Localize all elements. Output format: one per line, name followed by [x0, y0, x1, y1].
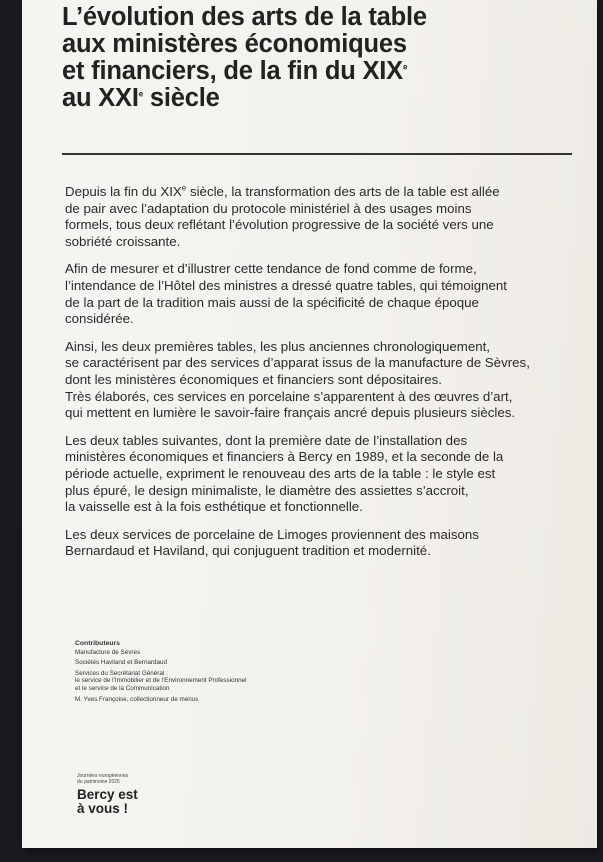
paragraph: [65, 261, 565, 327]
contributor-item: Services du Secrétariat Général :: [75, 669, 168, 677]
text-line: période actuelle, expriment le renouveau des arts de la table : le style est: [65, 465, 496, 481]
text-line: sobriété croissante.: [65, 233, 181, 249]
title-line: L’évolution des arts de la table: [62, 3, 427, 31]
title-line: aux ministères économiques: [62, 30, 407, 58]
contributors-heading: Contributeurs: [75, 640, 120, 647]
contributor-item: et le service de la Communication: [75, 684, 170, 692]
title-line: [62, 85, 562, 112]
text-span: siècle, la transformation des arts de la table est allée: [186, 184, 500, 199]
text-line: [65, 184, 565, 201]
logo-small-text: Journées européennes: [77, 773, 129, 779]
paragraph: [65, 433, 565, 516]
contributors-block: [75, 640, 375, 703]
body-text: [65, 184, 565, 571]
event-logo: [77, 773, 197, 816]
title-superscript: e: [402, 62, 408, 72]
text-line: Afin de mesurer et d’illustrer cette tendance de fond comme de forme,: [65, 261, 477, 277]
text-line: ministères économiques et financiers à Bercy en 1989, et la seconde de la: [65, 449, 504, 465]
text-line: dont les ministères économiques et financiers sont dépositaires.: [65, 371, 442, 387]
text-line: considérée.: [65, 311, 134, 327]
title-text: au XXI: [62, 84, 139, 112]
text-line: l’intendance de l’Hôtel des ministres a dressé quatre tables, qui témoignent: [65, 277, 508, 293]
contributor-item: le service de l’Immobilier et de l’Environnement Professionnel: [75, 677, 247, 685]
text-line: se caractérisent par des services d’apparat issus de la manufacture de Sèvres,: [65, 355, 530, 371]
logo-title: à vous !: [77, 801, 129, 816]
text-line: formels, tous deux reflétant l’évolution progressive de la société vers une: [65, 217, 494, 233]
text-line: Bernardaud et Haviland, qui conjuguent tradition et modernité.: [65, 543, 431, 559]
text-line: plus épuré, le design minimaliste, le diamètre des assiettes s’accroit,: [65, 482, 469, 498]
text-line: de pair avec l’adaptation du protocole ministériel à des usages moins: [65, 200, 472, 216]
paragraph: [65, 339, 565, 422]
contributor-item: M. Yves Françoise, collectionneur de menus: [75, 695, 199, 703]
title-superscript: e: [138, 89, 143, 99]
text-line: Très élaborés, ces services en porcelaine s’apparentent à des œuvres d’art,: [65, 388, 513, 404]
text-line: Ainsi, les deux premières tables, les plus anciennes chronologiquement,: [65, 338, 491, 354]
text-line: Les deux tables suivantes, dont la première date de l’installation des: [65, 432, 468, 448]
page-title: [62, 4, 562, 112]
title-divider: [62, 153, 572, 155]
logo-title: Bercy est: [77, 787, 138, 802]
logo-small-text: du patrimoine 2025: [77, 779, 120, 785]
title-text: et financiers, de la fin du XIX: [62, 57, 403, 85]
contributor-item: Sociétés Haviland et Bernardaud: [75, 659, 168, 667]
poster-sheet: [22, 0, 597, 848]
contributor-item: Manufacture de Sèvres: [75, 648, 141, 656]
text-line: qui mettent en lumière le savoir-faire français ancré depuis plusieurs siècles.: [65, 405, 516, 421]
text-line: de la part de la tradition mais aussi de la spécificité de chaque époque: [65, 294, 479, 310]
paragraph: [65, 184, 565, 250]
title-text: siècle: [143, 84, 220, 112]
text-span: Depuis la fin du XIX: [65, 184, 182, 199]
text-line: la vaisselle est à la fois esthétique et fonctionnelle.: [65, 499, 363, 515]
paragraph: [65, 527, 565, 560]
title-line: [62, 58, 562, 85]
text-line: Les deux services de porcelaine de Limoges proviennent des maisons: [65, 526, 479, 542]
superscript: e: [181, 183, 187, 193]
